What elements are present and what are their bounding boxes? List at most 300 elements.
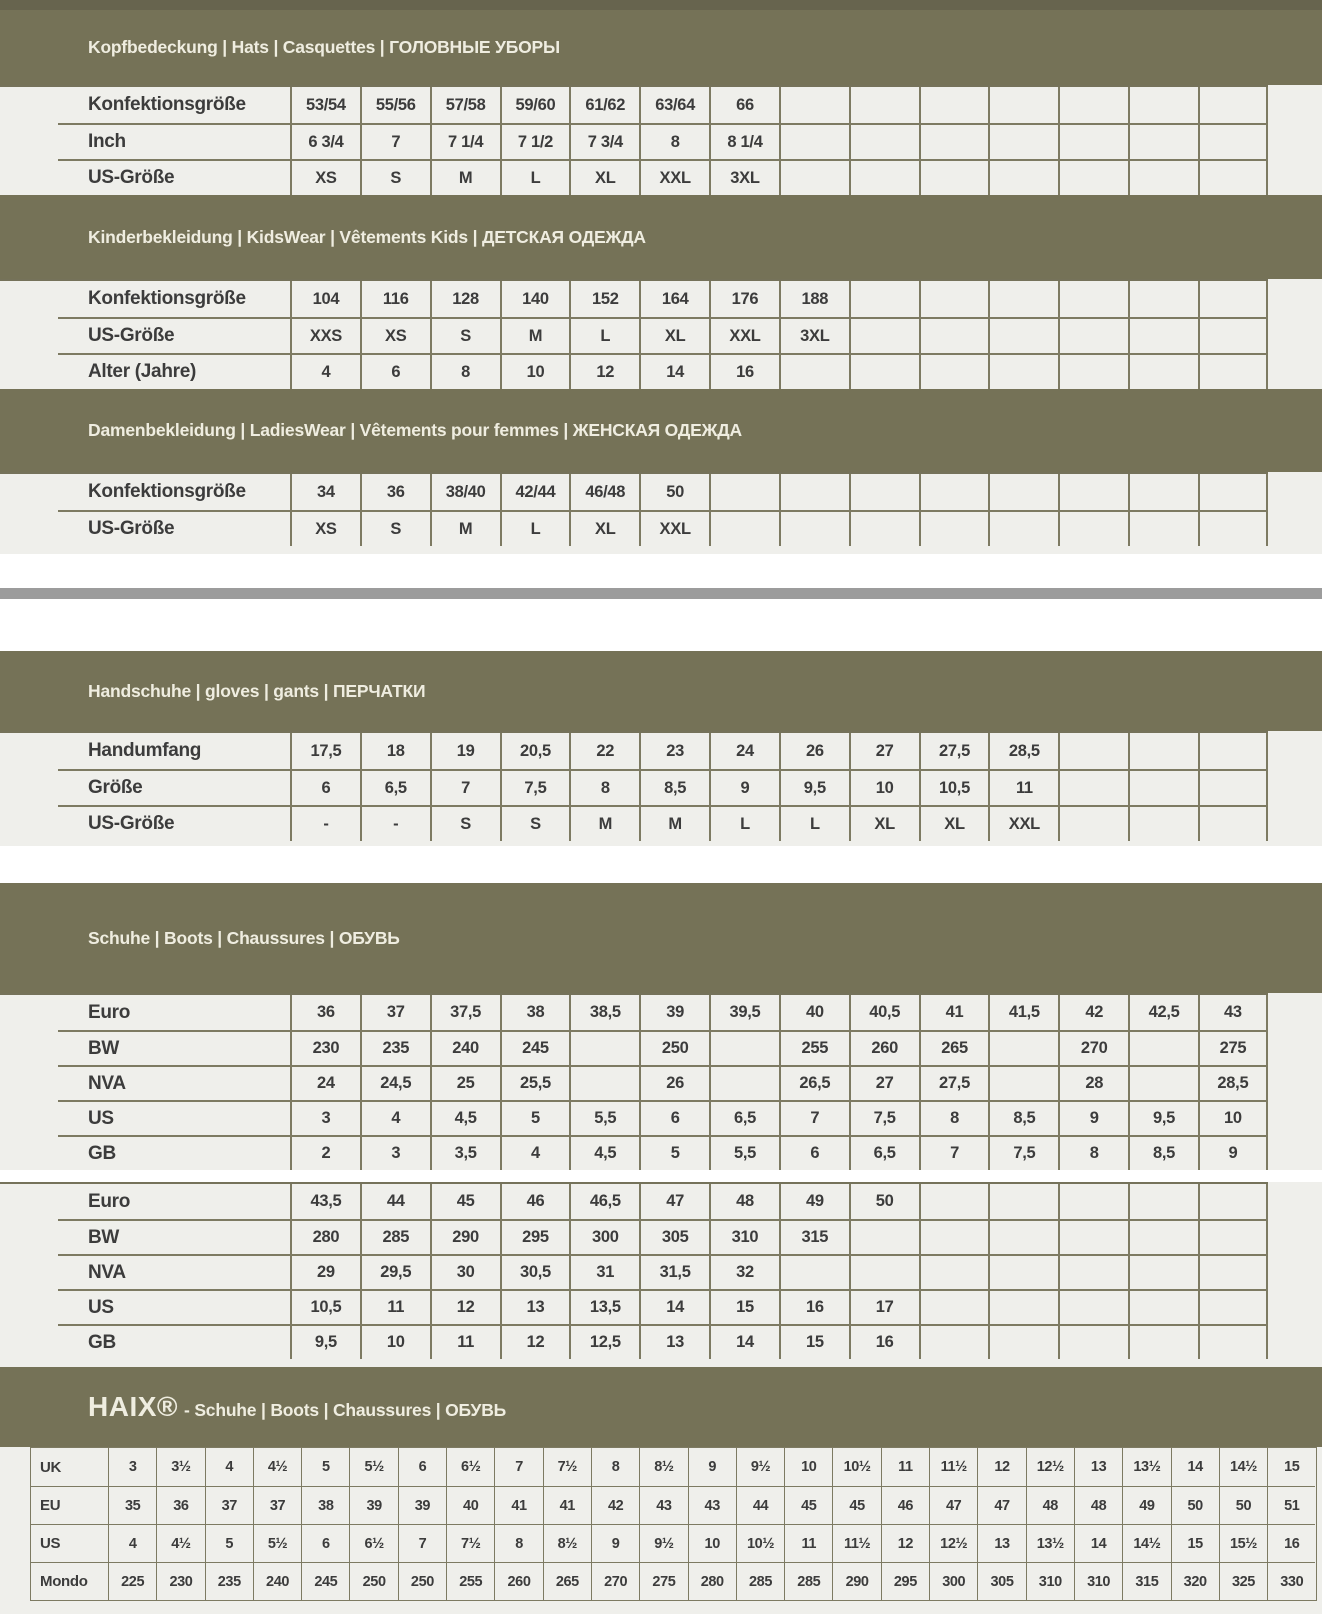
size-cell: 116: [360, 281, 430, 317]
size-cell: [1058, 1219, 1128, 1254]
size-cell: [1198, 510, 1268, 546]
size-cell: 38: [301, 1486, 349, 1524]
boots-table-1: [0, 993, 1322, 1170]
size-cell: XS: [290, 510, 360, 546]
size-cell: 14: [639, 1289, 709, 1324]
kidswear-header-text: [88, 227, 646, 248]
size-cell: 38/40: [430, 474, 500, 510]
size-cell: 7½: [446, 1524, 494, 1562]
size-cell: 3,5: [430, 1135, 500, 1170]
size-cell: 26,5: [779, 1065, 849, 1100]
size-cell: 11: [360, 1289, 430, 1324]
size-cell: 12: [500, 1324, 570, 1359]
size-cell: 20,5: [500, 733, 570, 769]
size-cell: S: [500, 805, 570, 841]
size-cell: [849, 474, 919, 510]
size-cell: 50: [849, 1184, 919, 1219]
size-cell: 51: [1267, 1486, 1315, 1524]
hats-header: [0, 0, 1322, 85]
size-cell: 37: [360, 995, 430, 1030]
row-left-inset: [0, 510, 58, 546]
size-cell: 59/60: [500, 87, 570, 123]
size-cell: [988, 510, 1058, 546]
hats-table: [0, 85, 1322, 195]
row-label-text: Konfektionsgröße: [88, 288, 246, 309]
size-cell: 27: [849, 733, 919, 769]
size-cell: [709, 510, 779, 546]
row-label-text: Größe: [88, 777, 143, 798]
boots-table-2: [0, 1182, 1322, 1367]
size-cell: 265: [543, 1562, 591, 1600]
size-cell: 36: [290, 995, 360, 1030]
row-left-inset: [0, 733, 58, 769]
size-cell: 12: [569, 353, 639, 389]
row-label: [58, 1254, 290, 1289]
size-cell: 48: [709, 1184, 779, 1219]
size-cell: [1128, 353, 1198, 389]
size-cell: 5½: [253, 1524, 301, 1562]
size-cell: 27,5: [919, 733, 989, 769]
size-cell: [1128, 281, 1198, 317]
size-cell: 28,5: [988, 733, 1058, 769]
size-cell: [919, 474, 989, 510]
size-cell: [919, 281, 989, 317]
size-cell: 50: [1171, 1486, 1219, 1524]
size-cell: 315: [779, 1219, 849, 1254]
size-cell: XXL: [988, 805, 1058, 841]
size-cell: XXL: [639, 159, 709, 195]
size-cell: [1198, 1184, 1268, 1219]
size-cell: 25: [430, 1065, 500, 1100]
size-cell: [709, 474, 779, 510]
size-cell: 6: [779, 1135, 849, 1170]
size-cell: M: [639, 805, 709, 841]
size-cell: 8: [1058, 1135, 1128, 1170]
size-cell: XL: [639, 317, 709, 353]
size-cell: 265: [919, 1030, 989, 1065]
size-cell: 9: [1198, 1135, 1268, 1170]
row-label: [58, 1184, 290, 1219]
size-cell: 37: [253, 1486, 301, 1524]
size-cell: 28: [1058, 1065, 1128, 1100]
row-left-inset: [0, 1254, 58, 1289]
size-cell: 8: [494, 1524, 542, 1562]
size-cell: [919, 353, 989, 389]
size-cell: 230: [156, 1562, 204, 1600]
row-label-text: US: [88, 1107, 114, 1129]
size-cell: [1198, 159, 1268, 195]
size-cell: 5: [500, 1100, 570, 1135]
white-gap-2: [0, 1170, 1322, 1182]
size-cell: [1058, 123, 1128, 159]
size-cell: [1058, 474, 1128, 510]
row-left-inset: [0, 317, 58, 353]
gloves-table-grid: [0, 731, 1268, 841]
size-cell: 47: [639, 1184, 709, 1219]
size-cell: [569, 1030, 639, 1065]
size-cell: 12,5: [569, 1324, 639, 1359]
row-label: [31, 1562, 108, 1600]
size-cell: 6½: [446, 1448, 494, 1486]
size-cell: 28,5: [1198, 1065, 1268, 1100]
haix-header: [0, 1367, 1322, 1447]
size-cell: 14: [1171, 1448, 1219, 1486]
size-cell: [849, 281, 919, 317]
size-cell: 42/44: [500, 474, 570, 510]
size-cell: 45: [430, 1184, 500, 1219]
size-cell: [1058, 1184, 1128, 1219]
size-cell: 2: [290, 1135, 360, 1170]
size-cell: 3: [290, 1100, 360, 1135]
ladieswear-header: [0, 389, 1322, 472]
size-cell: 4: [108, 1524, 156, 1562]
size-cell: 250: [398, 1562, 446, 1600]
size-cell: -: [360, 805, 430, 841]
size-cell: 9½: [736, 1448, 784, 1486]
size-cell: 41,5: [988, 995, 1058, 1030]
size-cell: 42: [591, 1486, 639, 1524]
size-cell: 42,5: [1128, 995, 1198, 1030]
size-cell: [1128, 1030, 1198, 1065]
size-cell: [849, 1219, 919, 1254]
size-cell: [1198, 1219, 1268, 1254]
size-cell: 61/62: [569, 87, 639, 123]
size-cell: [1128, 1065, 1198, 1100]
size-cell: [1198, 474, 1268, 510]
boots-table-2-bottom-pad: [0, 1359, 1322, 1367]
size-cell: [1198, 1289, 1268, 1324]
table-row: [0, 317, 1268, 353]
size-cell: 8: [591, 1448, 639, 1486]
size-cell: 37: [205, 1486, 253, 1524]
size-cell: 46,5: [569, 1184, 639, 1219]
size-cell: 255: [779, 1030, 849, 1065]
size-cell: 24: [709, 733, 779, 769]
table-row: [0, 474, 1268, 510]
row-label-text: GB: [88, 1331, 116, 1353]
size-cell: [1058, 317, 1128, 353]
size-cell: 8,5: [988, 1100, 1058, 1135]
row-label: [31, 1486, 108, 1524]
size-cell: [1128, 317, 1198, 353]
table-row: [31, 1562, 1316, 1600]
size-cell: 55/56: [360, 87, 430, 123]
size-cell: [1058, 159, 1128, 195]
size-cell: 45: [832, 1486, 880, 1524]
haix-table-bottom-pad: [0, 1601, 1322, 1614]
size-cell: 3: [360, 1135, 430, 1170]
size-cell: [1128, 805, 1198, 841]
size-cell: 44: [360, 1184, 430, 1219]
size-cell: L: [779, 805, 849, 841]
size-cell: [988, 123, 1058, 159]
size-cell: [779, 353, 849, 389]
size-cell: [1198, 1254, 1268, 1289]
size-cell: 8: [919, 1100, 989, 1135]
size-cell: 5,5: [569, 1100, 639, 1135]
size-cell: [779, 123, 849, 159]
size-cell: 40: [446, 1486, 494, 1524]
size-cell: 11½: [929, 1448, 977, 1486]
size-cell: 9,5: [1128, 1100, 1198, 1135]
size-cell: [1058, 1289, 1128, 1324]
size-cell: 250: [639, 1030, 709, 1065]
size-cell: 6,5: [360, 769, 430, 805]
size-cell: [1198, 317, 1268, 353]
size-cell: 255: [446, 1562, 494, 1600]
size-cell: XXL: [639, 510, 709, 546]
size-cell: 12: [430, 1289, 500, 1324]
size-cell: S: [430, 805, 500, 841]
haix-table: [0, 1447, 1322, 1614]
size-cell: S: [360, 159, 430, 195]
size-cell: 13: [1074, 1448, 1122, 1486]
size-cell: 8: [430, 353, 500, 389]
row-label: [58, 1030, 290, 1065]
boots-table-1-grid: [0, 993, 1268, 1170]
table-row: [31, 1486, 1316, 1524]
row-left-inset: [0, 805, 58, 841]
size-cell: [1058, 1254, 1128, 1289]
size-cell: [849, 159, 919, 195]
size-cell: 7: [398, 1524, 446, 1562]
size-cell: 45: [784, 1486, 832, 1524]
size-cell: [919, 1324, 989, 1359]
size-cell: [919, 317, 989, 353]
size-cell: 10: [849, 769, 919, 805]
kidswear-table: [0, 279, 1322, 389]
size-cell: 41: [543, 1486, 591, 1524]
row-label-text: US: [88, 1296, 114, 1318]
size-cell: [1128, 769, 1198, 805]
size-cell: 7 1/4: [430, 123, 500, 159]
row-left-inset: [0, 353, 58, 389]
size-cell: 47: [977, 1486, 1025, 1524]
size-cell: 6: [301, 1524, 349, 1562]
row-label: [58, 769, 290, 805]
size-cell: 9: [688, 1448, 736, 1486]
size-cell: 7,5: [500, 769, 570, 805]
row-label: [58, 1324, 290, 1359]
size-cell: 39: [398, 1486, 446, 1524]
size-cell: 42: [1058, 995, 1128, 1030]
size-cell: 10½: [736, 1524, 784, 1562]
size-cell: S: [360, 510, 430, 546]
size-cell: 22: [569, 733, 639, 769]
size-cell: [1128, 1289, 1198, 1324]
size-cell: [1058, 353, 1128, 389]
size-cell: 30,5: [500, 1254, 570, 1289]
size-cell: 6: [398, 1448, 446, 1486]
size-cell: 8,5: [1128, 1135, 1198, 1170]
hats-table-grid: [0, 85, 1268, 195]
size-cell: 235: [205, 1562, 253, 1600]
row-label-text: Handumfang: [88, 740, 202, 761]
row-label-text: NVA: [88, 1072, 126, 1094]
size-cell: [1128, 123, 1198, 159]
size-cell: 14: [639, 353, 709, 389]
row-label: [58, 1100, 290, 1135]
size-cell: 12: [881, 1524, 929, 1562]
size-cell: [779, 87, 849, 123]
size-cell: [919, 1254, 989, 1289]
row-left-inset: [0, 1065, 58, 1100]
size-cell: [1128, 1324, 1198, 1359]
row-label-text: Inch: [88, 131, 126, 152]
size-cell: 11½: [832, 1524, 880, 1562]
size-cell: 4: [360, 1100, 430, 1135]
row-left-inset: [0, 159, 58, 195]
row-label: [58, 353, 290, 389]
size-cell: 11: [784, 1524, 832, 1562]
size-cell: [1198, 123, 1268, 159]
row-label: [58, 995, 290, 1030]
size-cell: 17,5: [290, 733, 360, 769]
gloves-header: [0, 651, 1322, 731]
size-cell: [849, 1254, 919, 1289]
size-cell: [1128, 1219, 1198, 1254]
table-row: [0, 159, 1268, 195]
size-cell: 295: [500, 1219, 570, 1254]
size-cell: 270: [591, 1562, 639, 1600]
size-cell: 275: [639, 1562, 687, 1600]
section-title: Damenbekleidung | LadiesWear | Vêtements pour femmes | ЖЕНСКАЯ ОДЕЖДА: [88, 420, 742, 440]
size-cell: 310: [1074, 1562, 1122, 1600]
row-label-text: Alter (Jahre): [88, 361, 197, 382]
kidswear-header: [0, 195, 1322, 279]
size-cell: [1128, 1254, 1198, 1289]
size-cell: [779, 510, 849, 546]
size-cell: L: [500, 510, 570, 546]
size-cell: L: [709, 805, 779, 841]
size-cell: 23: [639, 733, 709, 769]
size-cell: 14: [709, 1324, 779, 1359]
size-cell: 17: [849, 1289, 919, 1324]
size-cell: [569, 1065, 639, 1100]
size-cell: 31,5: [639, 1254, 709, 1289]
size-cell: 300: [569, 1219, 639, 1254]
size-cell: 15½: [1219, 1524, 1267, 1562]
row-left-inset: [0, 281, 58, 317]
size-cell: 4,5: [430, 1100, 500, 1135]
size-cell: 285: [360, 1219, 430, 1254]
size-cell: [779, 1254, 849, 1289]
size-cell: 7,5: [849, 1100, 919, 1135]
row-label-text: US-Größe: [88, 813, 175, 834]
size-cell: 27,5: [919, 1065, 989, 1100]
size-cell: 5,5: [709, 1135, 779, 1170]
size-cell: 295: [881, 1562, 929, 1600]
haix-brand: HAIX®: [88, 1391, 179, 1422]
size-cell: 8: [639, 123, 709, 159]
size-cell: [919, 1219, 989, 1254]
size-cell: 40: [779, 995, 849, 1030]
size-cell: 6: [639, 1100, 709, 1135]
size-cell: XXL: [709, 317, 779, 353]
size-cell: 290: [832, 1562, 880, 1600]
size-cell: 10½: [832, 1448, 880, 1486]
size-cell: 7: [779, 1100, 849, 1135]
size-cell: 305: [639, 1219, 709, 1254]
size-cell: 13: [639, 1324, 709, 1359]
size-cell: 11: [881, 1448, 929, 1486]
size-cell: 12½: [1026, 1448, 1074, 1486]
size-cell: 310: [1026, 1562, 1074, 1600]
size-cell: 9½: [639, 1524, 687, 1562]
size-cell: 300: [929, 1562, 977, 1600]
size-cell: 9: [591, 1524, 639, 1562]
size-cell: [988, 159, 1058, 195]
size-cell: 4: [500, 1135, 570, 1170]
row-label: [58, 317, 290, 353]
hats-header-text: [88, 37, 560, 58]
size-cell: [1128, 159, 1198, 195]
size-cell: 12: [977, 1448, 1025, 1486]
size-cell: 6: [360, 353, 430, 389]
row-label-text: NVA: [88, 1261, 126, 1283]
section-title: - Schuhe | Boots | Chaussures | ОБУВЬ: [184, 1400, 507, 1420]
size-cell: [919, 159, 989, 195]
size-cell: 9: [709, 769, 779, 805]
size-cell: 315: [1122, 1562, 1170, 1600]
row-label: [31, 1448, 108, 1486]
size-cell: 4,5: [569, 1135, 639, 1170]
size-cell: XS: [290, 159, 360, 195]
table-row: [0, 1135, 1268, 1170]
ladieswear-table: [0, 472, 1322, 554]
size-cell: 7: [430, 769, 500, 805]
size-cell: 16: [709, 353, 779, 389]
size-cell: 34: [290, 474, 360, 510]
boots-table-2-grid: [0, 1182, 1268, 1359]
size-cell: 9,5: [290, 1324, 360, 1359]
row-label: [31, 1524, 108, 1562]
size-cell: 7: [919, 1135, 989, 1170]
size-cell: 15: [709, 1289, 779, 1324]
size-cell: 104: [290, 281, 360, 317]
row-left-inset: [0, 1100, 58, 1135]
size-cell: 47: [929, 1486, 977, 1524]
size-cell: 245: [500, 1030, 570, 1065]
size-cell: 320: [1171, 1562, 1219, 1600]
size-cell: 128: [430, 281, 500, 317]
row-left-inset: [0, 87, 58, 123]
size-cell: 49: [779, 1184, 849, 1219]
size-cell: M: [430, 510, 500, 546]
size-cell: 280: [290, 1219, 360, 1254]
size-cell: 8 1/4: [709, 123, 779, 159]
row-label-text: US: [40, 1535, 61, 1552]
row-label-text: Mondo: [40, 1573, 88, 1590]
size-cell: 40,5: [849, 995, 919, 1030]
size-cell: 63/64: [639, 87, 709, 123]
size-cell: 260: [849, 1030, 919, 1065]
size-cell: [1198, 353, 1268, 389]
size-cell: 290: [430, 1219, 500, 1254]
size-cell: 6 3/4: [290, 123, 360, 159]
size-cell: 46: [881, 1486, 929, 1524]
size-cell: 43: [688, 1486, 736, 1524]
size-cell: 32: [709, 1254, 779, 1289]
size-cell: 39: [349, 1486, 397, 1524]
row-label-text: Euro: [88, 1190, 131, 1212]
table-row: [0, 995, 1268, 1030]
size-cell: [988, 1289, 1058, 1324]
row-label: [58, 805, 290, 841]
size-cell: [1198, 1324, 1268, 1359]
row-label: [58, 1289, 290, 1324]
size-cell: 13: [500, 1289, 570, 1324]
